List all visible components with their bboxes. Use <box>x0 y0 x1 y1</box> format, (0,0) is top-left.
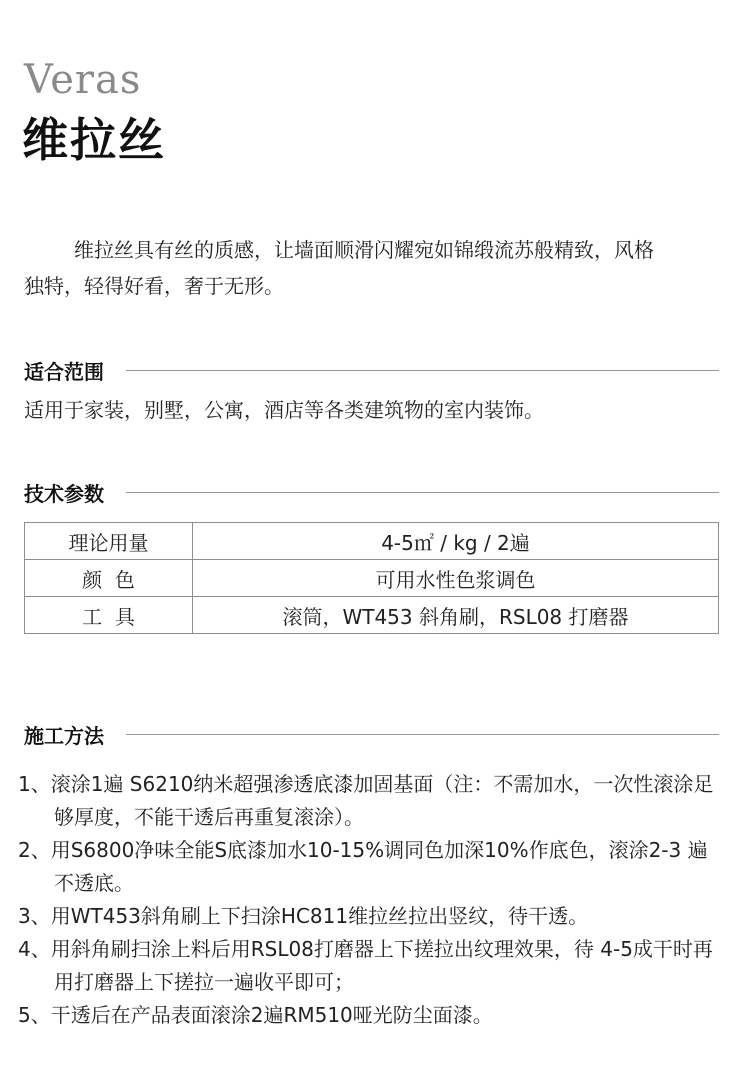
brand-name: Veras <box>24 57 142 103</box>
method-step: 3、用WT453斜角刷上下扫涂HC811维拉丝拉出竖纹，待干透。 <box>18 904 589 928</box>
scope-heading: 适合范围 <box>24 359 104 384</box>
method-divider <box>126 734 719 735</box>
product-title: 维拉丝 <box>22 113 166 167</box>
product-intro <box>24 232 724 304</box>
spec-row-coverage <box>25 523 719 560</box>
scope-section-header <box>24 355 719 385</box>
spec-value: 滚筒，WT453 斜角刷，RSL08 打磨器 <box>193 597 719 634</box>
scope-divider <box>126 370 719 371</box>
spec-value: 可用水性色浆调色 <box>193 560 719 597</box>
intro-line-1: 维拉丝具有丝的质感，让墙面顺滑闪耀宛如锦缎流苏般精致，风格 <box>74 238 654 262</box>
scope-text: 适用于家装，别墅，公寓，酒店等各类建筑物的室内装饰。 <box>24 398 544 422</box>
method-steps-list <box>18 768 718 1032</box>
specs-divider <box>126 492 719 493</box>
method-step: 1、滚涂1遍 S6210纳米超强渗透底漆加固基面（注：不需加水，一次性滚涂足够厚度，不能干透后再重复滚涂）。 <box>18 772 714 829</box>
spec-value: 4-5㎡ / kg / 2遍 <box>193 523 719 560</box>
spec-label: 理论用量 <box>25 523 193 560</box>
method-heading: 施工方法 <box>24 723 104 748</box>
spec-row-color <box>25 560 719 597</box>
method-step: 2、用S6800净味全能S底漆加水10-15%调同色加深10%作底色，滚涂2-3 遍不透底。 <box>18 838 708 895</box>
specs-heading: 技术参数 <box>24 481 104 506</box>
spec-label: 工 具 <box>25 597 193 634</box>
spec-row-tools <box>25 597 719 634</box>
spec-label: 颜 色 <box>25 560 193 597</box>
method-step: 4、用斜角刷扫涂上料后用RSL08打磨器上下搓拉出纹理效果，待 4-5成干时再用打磨器上下搓拉一遍收平即可； <box>18 937 713 994</box>
specs-section-header <box>24 477 719 507</box>
intro-line-2: 独特，轻得好看，奢于无形。 <box>24 274 284 298</box>
spec-table <box>24 522 719 634</box>
method-section-header <box>24 719 719 749</box>
method-step: 5、干透后在产品表面滚涂2遍RM510哑光防尘面漆。 <box>18 1003 493 1027</box>
